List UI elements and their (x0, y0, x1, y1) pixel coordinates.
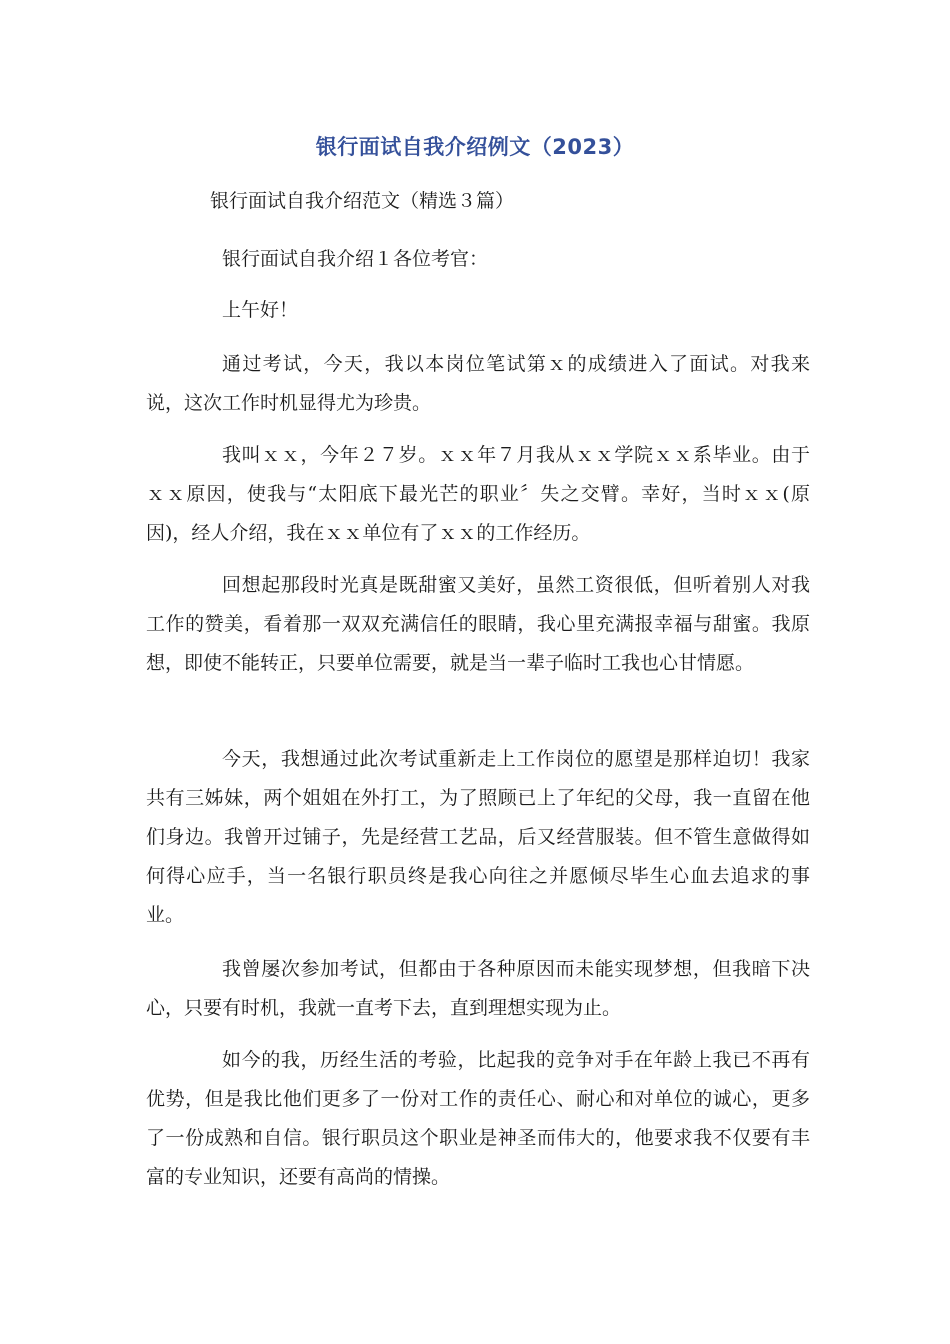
paragraph-attempts: 我曾屡次参加考试，但都由于各种原因而未能实现梦想，但我暗下决心，只要有时机，我就一直考下去，直到理想实现为止。 (146, 958, 810, 1019)
document-subtitle: 银行面试自我介绍范文（精选３篇） (210, 190, 515, 212)
paragraph-greeting: 银行面试自我介绍１各位考官： (222, 248, 489, 270)
paragraph-strengths: 如今的我，历经生活的考验，比起我的竞争对手在年龄上我已不再有优势，但是我比他们更多了一份对工作的责任心、耐心和对单位的诚心，更多了一份成熟和自信。银行职员这个职业是神圣而伟大的，他要求我不仅要有丰富的专业知识，还要有高尚的情操。 (146, 1049, 810, 1188)
paragraph-background: 我叫ｘｘ，今年２７岁。ｘｘ年７月我从ｘｘ学院ｘｘ系毕业。由于ｘｘ原因，使我与“太阳底下最光芒的职业〞失之交臂。幸好，当时ｘｘ(原因)，经人介绍，我在ｘｘ单位有了ｘｘ的工作经历。 (146, 444, 810, 544)
paragraph-memories: 回想起那段时光真是既甜蜜又美好，虽然工资很低，但听着别人对我工作的赞美，看着那一双双充满信任的眼睛，我心里充满报幸福与甜蜜。我原想，即使不能转正，只要单位需要，就是当一辈子临时工我也心甘情愿。 (146, 574, 810, 674)
paragraph-intro: 通过考试，今天，我以本岗位笔试第ｘ的成绩进入了面试。对我来说，这次工作时机显得尤为珍贵。 (146, 353, 810, 414)
paragraph-aspiration: 今天，我想通过此次考试重新走上工作岗位的愿望是那样迫切！我家共有三姊妹，两个姐姐在外打工，为了照顾已上了年纪的父母，我一直留在他们身边。我曾开过铺子，先是经营工艺品，后又经营服装。但不管生意做得如何得心应手，当一名银行职员终是我心向往之并愿倾尽毕生心血去追求的事业。 (146, 748, 810, 926)
document-title: 银行面试自我介绍例文（2023） (315, 135, 635, 159)
paragraph-salutation: 上午好！ (222, 299, 299, 321)
